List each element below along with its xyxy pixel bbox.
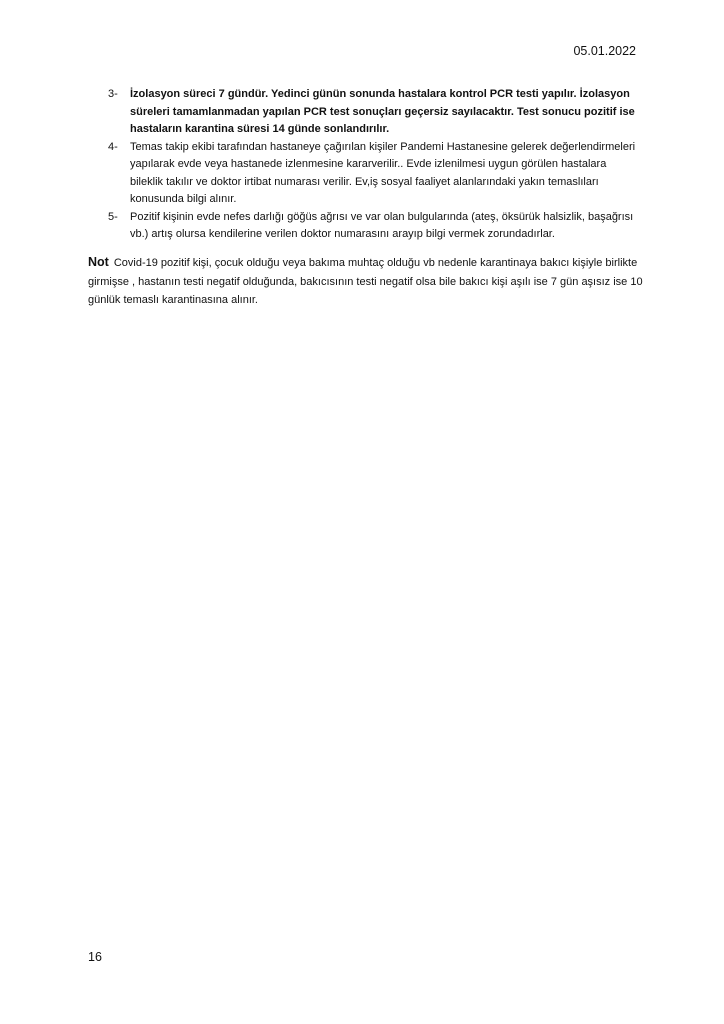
note-label: Not: [88, 255, 109, 269]
list-item-number: 4-: [108, 140, 118, 153]
list-item-3: [108, 86, 638, 139]
list-item-4: [108, 139, 638, 209]
list-item-text: Pozitif kişinin evde nefes darlığı göğüs ağrısı ve var olan bulgularında (ateş, öksürük halsizlik, başağrısı vb.) artış olursa kendilerine verilen doktor numarasını arayıp bilgi vermek zorundadırlar.: [130, 210, 634, 240]
numbered-list: [108, 86, 638, 244]
list-item-text: Temas takip ekibi tarafından hastaneye çağırılan kişiler Pandemi Hastanesine gelerek değerlendirmeleri yapılarak evde veya hastanede izlenmesine kararverilir.. Evde izlenilmesi uygun görülen hastalara bileklik takılır ve doktor irtibat numarası verilir. Ev,iş sosyal faaliyet alanlarındaki yakın temaslıları konusunda bilgi alınır.: [130, 140, 636, 205]
list-item-number: 5-: [108, 210, 118, 223]
list-item-number: 3-: [108, 88, 118, 100]
note-text: Covid-19 pozitif kişi, çocuk olduğu veya bakıma muhtaç olduğu vb nedenle karantinaya bakıcı kişiyle birlikte girmişse , hastanın testi negatif olduğunda, bakıcısının testi negatif olsa bile bakıcı kişi aşılı ise 7 gün aşısız ise 10 günlük temaslı karantinasına alınır.: [88, 257, 643, 306]
note-paragraph: [88, 253, 643, 310]
page-number: 16: [88, 950, 102, 964]
list-item-5: [108, 209, 638, 244]
page-date: 05.01.2022: [573, 44, 636, 58]
list-item-text: İzolasyon süreci 7 gündür. Yedinci günün sonunda hastalara kontrol PCR testi yapılır. İzolasyon süreleri tamamlanmadan yapılan PCR test sonuçları geçersiz sayılacaktır. Test sonucu pozitif ise hastaların karantina süresi 14 günde sonlandırılır.: [130, 88, 635, 135]
